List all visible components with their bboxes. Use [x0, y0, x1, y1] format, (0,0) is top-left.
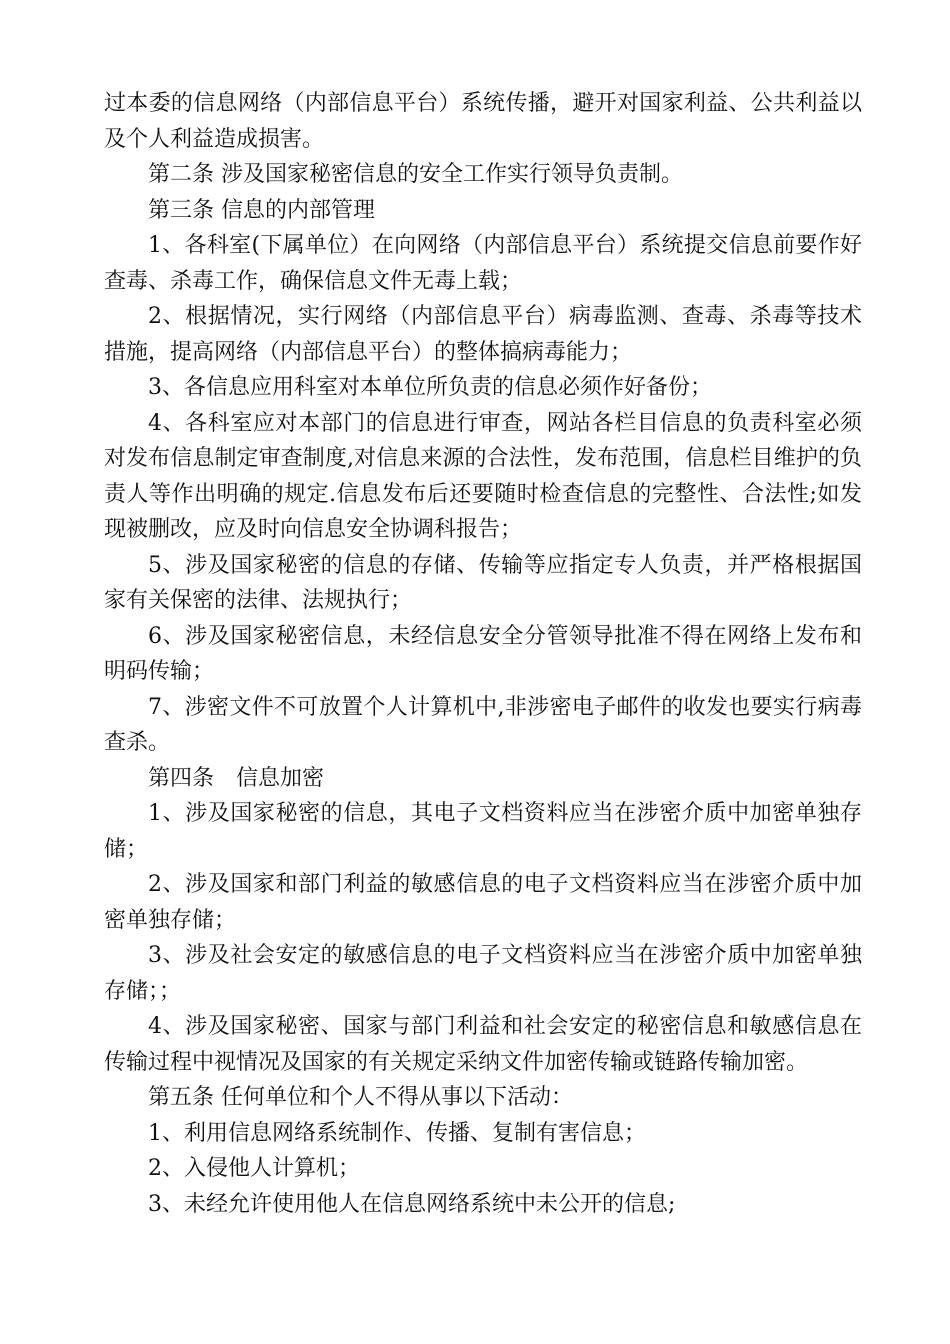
article-3-item-1: 1、各科室(下属单位）在向网络（内部信息平台）系统提交信息前要作好查毒、杀毒工作，确保信息文件无毒上载； [104, 233, 862, 294]
article-2-heading: 第二条 涉及国家秘密信息的安全工作实行领导负责制。 [148, 162, 683, 187]
article-3-item-6: 6、涉及国家秘密信息，未经信息安全分管领导批准不得在网络上发布和明码传输； [104, 623, 862, 684]
article-3-item-7: 7、涉密文件不可放置个人计算机中,非涉密电子邮件的收发也要实行病毒查杀。 [104, 694, 862, 755]
article-4-item-1: 1、涉及国家秘密的信息，其电子文档资料应当在涉密介质中加密单独存储； [104, 801, 862, 862]
article-5-heading: 第五条 任何单位和个人不得从事以下活动： [148, 1085, 573, 1110]
article-5-item-2: 2、入侵他人计算机； [148, 1156, 360, 1181]
article-4-item-4: 4、涉及国家秘密、国家与部门利益和社会安定的秘密信息和敏感信息在传输过程中视情况及国家的有关规定采纳文件加密传输或链路传输加密。 [104, 1014, 862, 1075]
article-3-heading: 第三条 信息的内部管理 [148, 197, 375, 223]
article-3-item-3: 3、各信息应用科室对本单位所负责的信息必须作好备份； [148, 375, 712, 400]
article-5-item-1: 1、利用信息网络系统制作、传播、复制有害信息； [148, 1120, 646, 1146]
article-3-item-5: 5、涉及国家秘密的信息的存储、传输等应指定专人负责，并严格根据国家有关保密的法律、法规执行； [104, 552, 862, 613]
article-3-item-2: 2、根据情况，实行网络（内部信息平台）病毒监测、查毒、杀毒等技术措施，提高网络（内部信息平台）的整体搞病毒能力； [104, 304, 862, 365]
article-5-item-3: 3、未经允许使用他人在信息网络系统中未公开的信息; [148, 1191, 676, 1217]
paragraph-continuation: 过本委的信息网络（内部信息平台）系统传播，避开对国家利益、公共利益以及个人利益造成损害。 [104, 91, 862, 152]
document-body [104, 86, 862, 1222]
article-4-heading: 第四条 信息加密 [148, 765, 325, 791]
article-4-item-2: 2、涉及国家和部门利益的敏感信息的电子文档资料应当在涉密介质中加密单独存储； [104, 872, 862, 933]
article-4-item-3: 3、涉及社会安定的敏感信息的电子文档资料应当在涉密介质中加密单独存储；； [104, 943, 862, 1004]
article-3-item-4: 4、各科室应对本部门的信息进行审查，网站各栏目信息的负责科室必须对发布信息制定审查制度,对信息来源的合法性，发布范围，信息栏目维护的负责人等作出明确的规定.信息发布后还要随时检查信息的完整性、合法性;如发现被删改，应及时向信息安全协调科报告； [104, 410, 862, 542]
